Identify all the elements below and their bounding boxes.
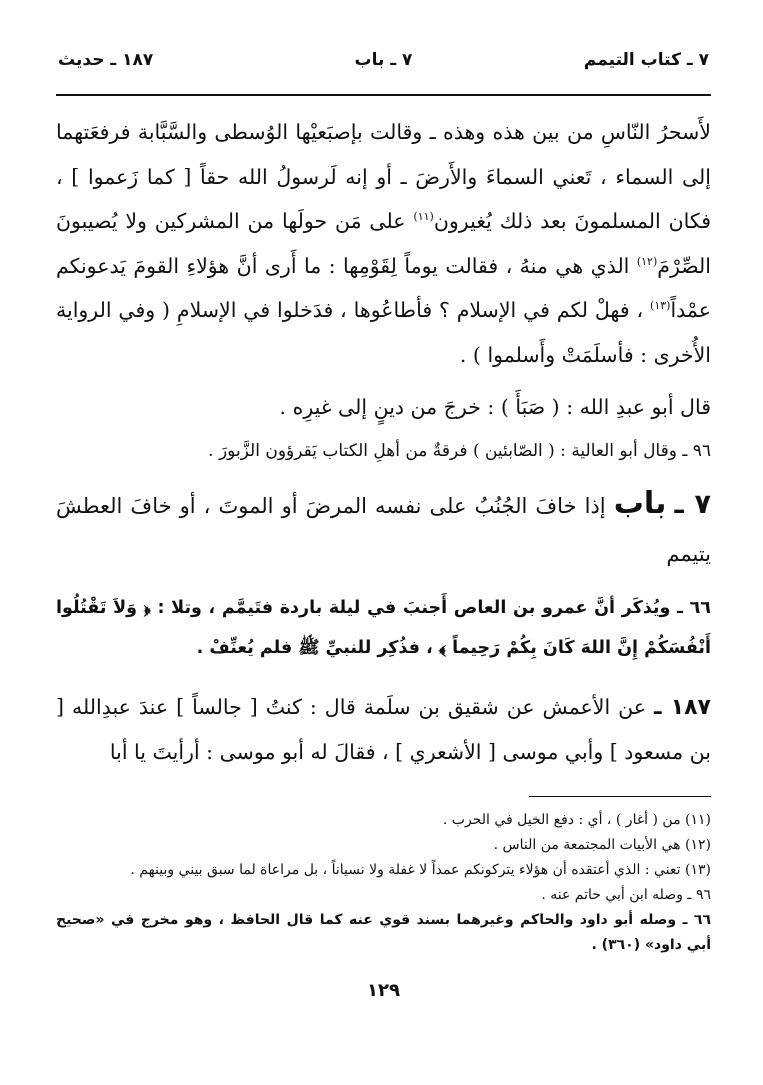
book-page <box>56 40 711 1085</box>
paragraph-text: على مَن حولَها من المشركين ولا يُصيبونَ الصِّرْمَ <box>56 209 711 278</box>
header-chapter: ٧ ـ باب <box>354 50 413 70</box>
main-text <box>56 110 711 470</box>
hadith-number: ١٨٧ ـ <box>654 695 711 720</box>
chapter-title: إذا خافَ الجُنُبُ على نفسه المرضَ أو الموتَ ، أو خافَ العطشَ يتيمم <box>56 493 711 566</box>
footnote-11: (١١) من ( أغار ) ، أي : دفع الخيل في الحرب . <box>442 812 711 828</box>
paragraph-text: لأَسحرُ النّاسِ من بين هذه وهذه ـ وقالت بإصبَعيْها الوُسطى والسَّبَّابة فرفعَتهما إلى السماء ، تَعني السماءَ والأَرضَ ـ أو إنه لَرسولُ الله حقاً [ كما زَعموا ] ، فكان المسلمونَ بعد ذلك يُغيرون <box>56 120 712 233</box>
footnote-ref-12: (١٢) <box>636 254 658 268</box>
chapter-number: ٧ ـ <box>674 488 711 520</box>
footnote-13: (١٣) تعني : الذي أعتقده أن هؤلاء يتركونكم عمداً لا غفلة ولا نسياناً ، بل مراعاة لما سبق بيني وبينهم . <box>130 862 711 878</box>
footnote-ref-11: (١١) <box>413 210 434 224</box>
paragraph-text: ، فهلْ لكم في الإسلام ؟ فأطاعُوها ، فدَخلوا في الإسلامِ ( وفي الرواية الأُخرى : فأسلَمَتْ وأَسلموا ) . <box>56 298 711 367</box>
paragraph-narration <box>56 110 711 377</box>
mualaq-narration: ٦٦ ـ ويُذكَر أنَّ عمرو بن العاص أَجنبَ في ليلة باردة فتَيمَّم ، وتلا : ﴿ وَلاَ تَقْتُلُوا أَنْفُسَكُمْ إِنَّ اللهَ كَانَ بِكُمْ رَحِيماً ﴾ ، فذُكِر للنبيِّ ﷺ فلم يُعنِّفْ . <box>56 597 711 658</box>
footnote-ref-13: (١٣) <box>650 299 671 313</box>
paragraph-abu-aliya: ٩٦ ـ وقال أبو العالية : ( الصّابئين ) فرقةٌ من أهلِ الكتاب يَقرؤون الزَّبورَ . <box>208 440 711 461</box>
paragraph-explanation: قال أبو عبدِ الله : ( صَبَأَ ) : خرجَ من دينٍ إلى غيرِه . <box>279 395 711 419</box>
chapter-heading <box>56 480 711 578</box>
footnote-96: ٩٦ ـ وصله ابن أبي حاتم عنه . <box>541 887 711 903</box>
header-book-title: ٧ ـ كتاب التيمم <box>583 50 709 70</box>
footnotes <box>56 808 711 958</box>
header-hadith-number: ١٨٧ ـ حديث <box>58 50 154 70</box>
chapter-label: باب <box>613 485 667 521</box>
footnote-12: (١٢) هي الأبيات المجتمعة من الناس . <box>493 837 711 853</box>
page-number: ١٢٩ <box>367 980 400 1001</box>
hadith-187 <box>56 685 711 774</box>
running-header <box>56 40 711 80</box>
hadith-text: عن الأعمش عن شقيق بن سلَمة قال : كنتُ [ جالساً ] عندَ عبدِالله [ بن مسعود ] وأبي موسى [ الأشعري ] ، فقالَ له أبو موسى : أرأيتَ يا أبا <box>56 695 711 764</box>
header-rule <box>56 94 711 96</box>
paragraph-text: الذي هي منهُ ، فقالت يوماً لِقَوْمِها : ما أَرى أنَّ هؤلاءِ القومَ يَدعونكم عمْداً <box>56 253 711 322</box>
footnote-66: ٦٦ ـ وصله أبو داود والحاكم وغيرهما بسند قوي عنه كما قال الحافظ ، وهو مخرج في «صحيح أبي داود» (٣٦٠) . <box>56 912 711 953</box>
footnote-divider <box>529 796 711 797</box>
